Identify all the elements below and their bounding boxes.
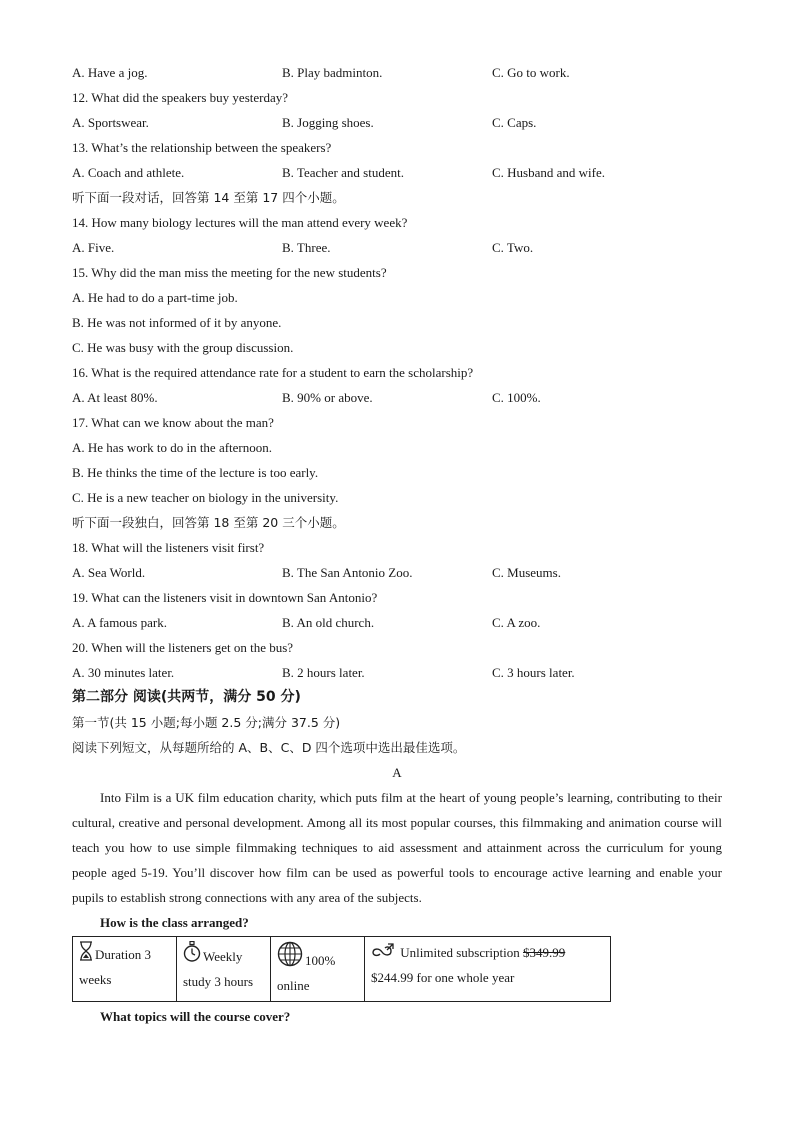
q15-option-c: C. He was busy with the group discussion. xyxy=(72,340,294,355)
passage-paragraph: Into Film is a UK film education charity, which puts film at the heart of young people’s learning, contributing to their cultural, creative and personal development. Among all its most popular courses, this filmmaking and animation course will teach you how to use simple filmmaking techniques to aid assessment and attainment across the curriculum for young people aged 5-19. You’ll discover how film can be used as powerful tools to encourage active learning and enable your pupils to establish strong connections with any area of the subjects. xyxy=(72,790,722,905)
q19-option-a: A. A famous park. xyxy=(72,615,167,630)
q17-option-b: B. He thinks the time of the lecture is too early. xyxy=(72,465,319,480)
q16-option-b: B. 90% or above. xyxy=(282,390,373,405)
subscription-label: Unlimited subscription xyxy=(400,945,520,960)
q18-option-c: C. Museums. xyxy=(492,565,561,580)
course-topics-heading: What topics will the course cover? xyxy=(100,1009,291,1024)
class-arranged-heading: How is the class arranged? xyxy=(100,915,249,930)
q17-question: 17. What can we know about the man? xyxy=(72,415,274,430)
q16-options xyxy=(72,385,722,410)
subscription-cell xyxy=(365,937,611,1002)
duration-cell xyxy=(73,937,177,1002)
q15-question: 15. Why did the man miss the meeting for the new students? xyxy=(72,265,387,280)
globe-icon xyxy=(277,941,303,974)
section1-title: 第一节(共 15 小题;每小题 2.5 分;满分 37.5 分) xyxy=(72,715,341,730)
q16-question: 16. What is the required attendance rate for a student to earn the scholarship? xyxy=(72,365,474,380)
hourglass-icon xyxy=(79,941,93,968)
online-line1: 100% xyxy=(305,953,336,968)
q19-question: 19. What can the listeners visit in downtown San Antonio? xyxy=(72,590,378,605)
q18-option-b: B. The San Antonio Zoo. xyxy=(282,565,413,580)
q15-option-b: B. He was not informed of it by anyone. xyxy=(72,315,282,330)
weekly-line1: Weekly xyxy=(203,949,243,964)
q18-question: 18. What will the listeners visit first? xyxy=(72,540,265,555)
q16-option-c: C. 100%. xyxy=(492,390,541,405)
q14-question: 14. How many biology lectures will the man attend every week? xyxy=(72,215,408,230)
q13-option-c: C. Husband and wife. xyxy=(492,165,606,180)
q19-option-b: B. An old church. xyxy=(282,615,375,630)
q17-option-c: C. He is a new teacher on biology in the university. xyxy=(72,490,339,505)
duration-line1: Duration 3 xyxy=(95,947,151,962)
instruction-14-17: 听下面一段对话，回答第 14 至第 17 四个小题。 xyxy=(72,190,345,205)
online-cell xyxy=(271,937,365,1002)
q11-options xyxy=(72,60,722,85)
q13-option-b: B. Teacher and student. xyxy=(282,165,404,180)
q12-options xyxy=(72,110,722,135)
q14-option-c: C. Two. xyxy=(492,240,534,255)
q13-question: 13. What’s the relationship between the speakers? xyxy=(72,140,332,155)
q13-options xyxy=(72,160,722,185)
q14-option-b: B. Three. xyxy=(282,240,331,255)
table-row xyxy=(73,937,611,1002)
class-info-table xyxy=(72,936,611,1002)
duration-line2: weeks xyxy=(79,972,112,987)
online-line2: online xyxy=(277,978,310,993)
q12-option-a: A. Sportswear. xyxy=(72,115,149,130)
old-price: $349.99 xyxy=(523,945,566,960)
q18-options xyxy=(72,560,722,585)
q11-option-a: A. Have a jog. xyxy=(72,65,148,80)
q12-option-c: C. Caps. xyxy=(492,115,537,130)
q18-option-a: A. Sea World. xyxy=(72,565,146,580)
part2-title: 第二部分 阅读(共两节，满分 50 分) xyxy=(72,689,301,705)
q11-option-c: C. Go to work. xyxy=(492,65,570,80)
instruction-18-20: 听下面一段独白，回答第 18 至第 20 三个小题。 xyxy=(72,515,345,530)
q17-option-a: A. He has work to do in the afternoon. xyxy=(72,440,273,455)
q20-option-c: C. 3 hours later. xyxy=(492,665,575,680)
q20-option-b: B. 2 hours later. xyxy=(282,665,365,680)
exam-page xyxy=(72,60,722,1029)
q13-option-a: A. Coach and athlete. xyxy=(72,165,185,180)
q20-option-a: A. 30 minutes later. xyxy=(72,665,175,680)
stopwatch-icon xyxy=(183,941,201,970)
weekly-line2: study 3 hours xyxy=(183,974,254,989)
q16-option-a: A. At least 80%. xyxy=(72,390,158,405)
q12-option-b: B. Jogging shoes. xyxy=(282,115,374,130)
passage-label: A xyxy=(392,765,402,780)
q20-options xyxy=(72,660,722,685)
q19-options xyxy=(72,610,722,635)
q11-option-b: B. Play badminton. xyxy=(282,65,383,80)
reading-instruction: 阅读下列短文，从每题所给的 A、B、C、D 四个选项中选出最佳选项。 xyxy=(72,740,466,755)
new-price: $244.99 for one whole year xyxy=(371,970,515,985)
q19-option-c: C. A zoo. xyxy=(492,615,541,630)
q15-option-a: A. He had to do a part-time job. xyxy=(72,290,238,305)
q14-options xyxy=(72,235,722,260)
q20-question: 20. When will the listeners get on the bus? xyxy=(72,640,294,655)
q12-question: 12. What did the speakers buy yesterday? xyxy=(72,90,288,105)
weekly-cell xyxy=(177,937,271,1002)
infinity-arrow-icon xyxy=(371,943,395,966)
q14-option-a: A. Five. xyxy=(72,240,115,255)
